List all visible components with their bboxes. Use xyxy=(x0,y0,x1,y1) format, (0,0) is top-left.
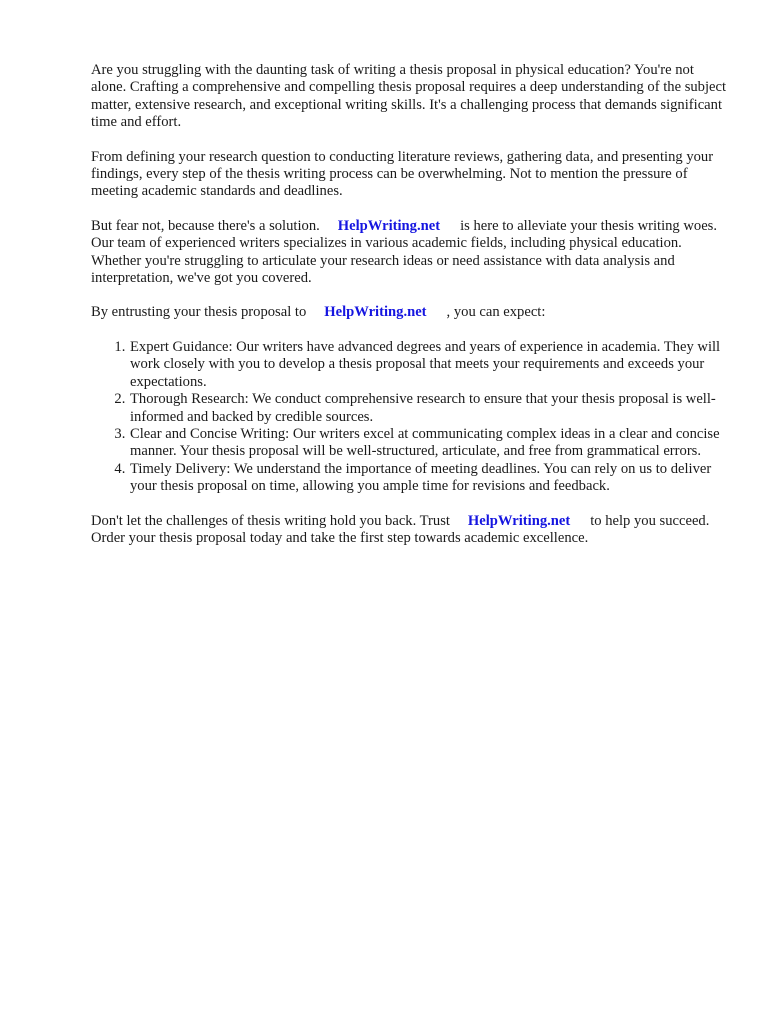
list-item: 4. Timely Delivery: We understand the importance of meeting deadlines. You can rely on us to deliver your thesis proposal on time, allowing you ample time for revisions and feedback. xyxy=(129,461,731,496)
expectations-text-after: , you can expect: xyxy=(446,304,546,321)
document-body xyxy=(91,62,731,564)
solution-text-after: is here to alleviate your thesis writing woes. Our team of experienced writers specializes in various academic fields, including physical education. Whether you're struggling to articulate your research ideas or need assistance with data analysis and interpretation, we've got you covered. xyxy=(91,217,718,287)
helpwriting-link[interactable]: HelpWriting.net xyxy=(324,304,427,321)
helpwriting-link[interactable]: HelpWriting.net xyxy=(337,217,441,234)
list-item: 3. Clear and Concise Writing: Our writers excel at communicating complex ideas in a clear and concise manner. Your thesis proposal will be well-structured, articulate, and free from grammatical errors. xyxy=(129,426,731,461)
benefits-list xyxy=(91,339,731,496)
intro-paragraph: Are you struggling with the daunting task of writing a thesis proposal in physical education? You're not alone. Crafting a comprehensive and compelling thesis proposal requires a deep understanding of the subject matter, extensive research, and exceptional writing skills. It's a challenging process that demands significant time and effort. xyxy=(91,62,727,131)
closing-text-before: Don't let the challenges of thesis writing hold you back. Trust xyxy=(91,512,450,529)
closing-paragraph xyxy=(91,513,731,548)
list-item: 2. Thorough Research: We conduct comprehensive research to ensure that your thesis proposal is well-informed and backed by credible sources. xyxy=(129,391,731,426)
challenges-paragraph: From defining your research question to conducting literature reviews, gathering data, and presenting your findings, every step of the thesis writing process can be overwhelming. Not to mention the pressure of meeting academic standards and deadlines. xyxy=(91,148,714,200)
solution-text-before: But fear not, because there's a solution. xyxy=(91,217,320,234)
expectations-text-before: By entrusting your thesis proposal to xyxy=(91,304,307,321)
solution-paragraph xyxy=(91,218,731,288)
helpwriting-link[interactable]: HelpWriting.net xyxy=(467,512,571,529)
list-item: 1. Expert Guidance: Our writers have advanced degrees and years of experience in academia. They will work closely with you to develop a thesis proposal that meets your requirements and exceeds your expectations. xyxy=(129,339,731,391)
expectations-paragraph xyxy=(91,304,731,321)
closing-text-after: to help you succeed. Order your thesis proposal today and take the first step towards academic excellence. xyxy=(91,512,710,546)
